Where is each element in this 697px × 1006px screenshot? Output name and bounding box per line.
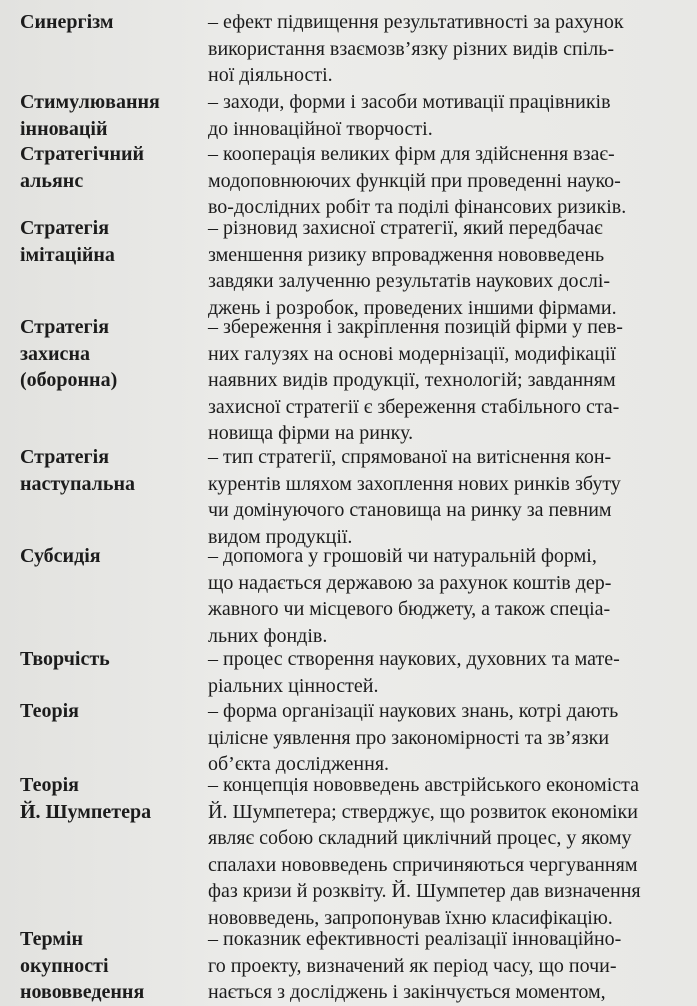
entry-definition: – різновид захисної стратегії, який передбачає зменшення ризику впровадження нововведень завдяки залученню результатів наукових дослі- джень і розробок, проведених іншими фірмами. [208, 217, 617, 319]
entry-term: Стратегія імітаційна [20, 217, 115, 266]
entry-definition: – допомога у грошовій чи натуральній формі, що надається державою за рахунок коштів дер- жавного чи місцевого бюджету, а також спеціа- льних фондів. [208, 545, 612, 647]
entry-term: Синергізм [20, 11, 114, 33]
entry-definition: – ефект підвищення результативності за рахунок використання взаємозв’язку різних видів спіль- ної діяльності. [208, 11, 624, 86]
entry-term: Термін окупності нововведення [20, 928, 145, 1003]
entry-term: Стимулювання інновацій [20, 91, 160, 140]
entry-term: Стратегічний альянс [20, 143, 145, 192]
entry-definition: – кооперація великих фірм для здійснення взає- модоповнюючих функцій при проведенні науко- во-дослідних робіт та поділі фінансових ризиків. [208, 143, 627, 218]
entry-term: Стратегія наступальна [20, 446, 135, 495]
entry-definition: – показник ефективності реалізації інноваційно- го проекту, визначений як період часу, що почи- нається з досліджень і закінчується моментом, [208, 928, 622, 1003]
entry-term: Теорія Й. Шумпетера [20, 774, 152, 823]
entry-definition: – збереження і закріплення позицій фірми у пев- них галузях на основі модернізації, модифікації наявних видів продукції, технологій; завданням захисної стратегії є збереження стабільного ста- новища фірми на ринку. [208, 316, 623, 444]
entry-term: Теорія [20, 700, 79, 722]
entry-term: Стратегія захисна (оборонна) [20, 316, 118, 391]
entry-definition: – заходи, форми і засоби мотивації працівників до інноваційної творчості. [208, 91, 611, 140]
entry-term: Творчість [20, 648, 110, 670]
entry-term: Субсидія [20, 545, 101, 567]
entry-definition: – процес створення наукових, духовних та мате- ріальних цінностей. [208, 648, 620, 697]
entry-definition: – концепція нововведень австрійського економіста Й. Шумпетера; стверджує, що розвиток економіки являє собою складний циклічний процес, у якому спалахи нововведень спричиняються чергуванням фаз кризи й розквіту. Й. Шумпетер дав визначення нововведень, запропонував їхню класифікацію. [208, 774, 641, 929]
entry-definition: – форма організації наукових знань, котрі дають цілісне уявлення про закономірності та зв’язки об’єкта дослідження. [208, 700, 619, 775]
entry-definition: – тип стратегії, спрямованої на витіснення кон- курентів шляхом захоплення нових ринків збуту чи домінуючого становища на ринку за певним видом продукції. [208, 446, 621, 548]
